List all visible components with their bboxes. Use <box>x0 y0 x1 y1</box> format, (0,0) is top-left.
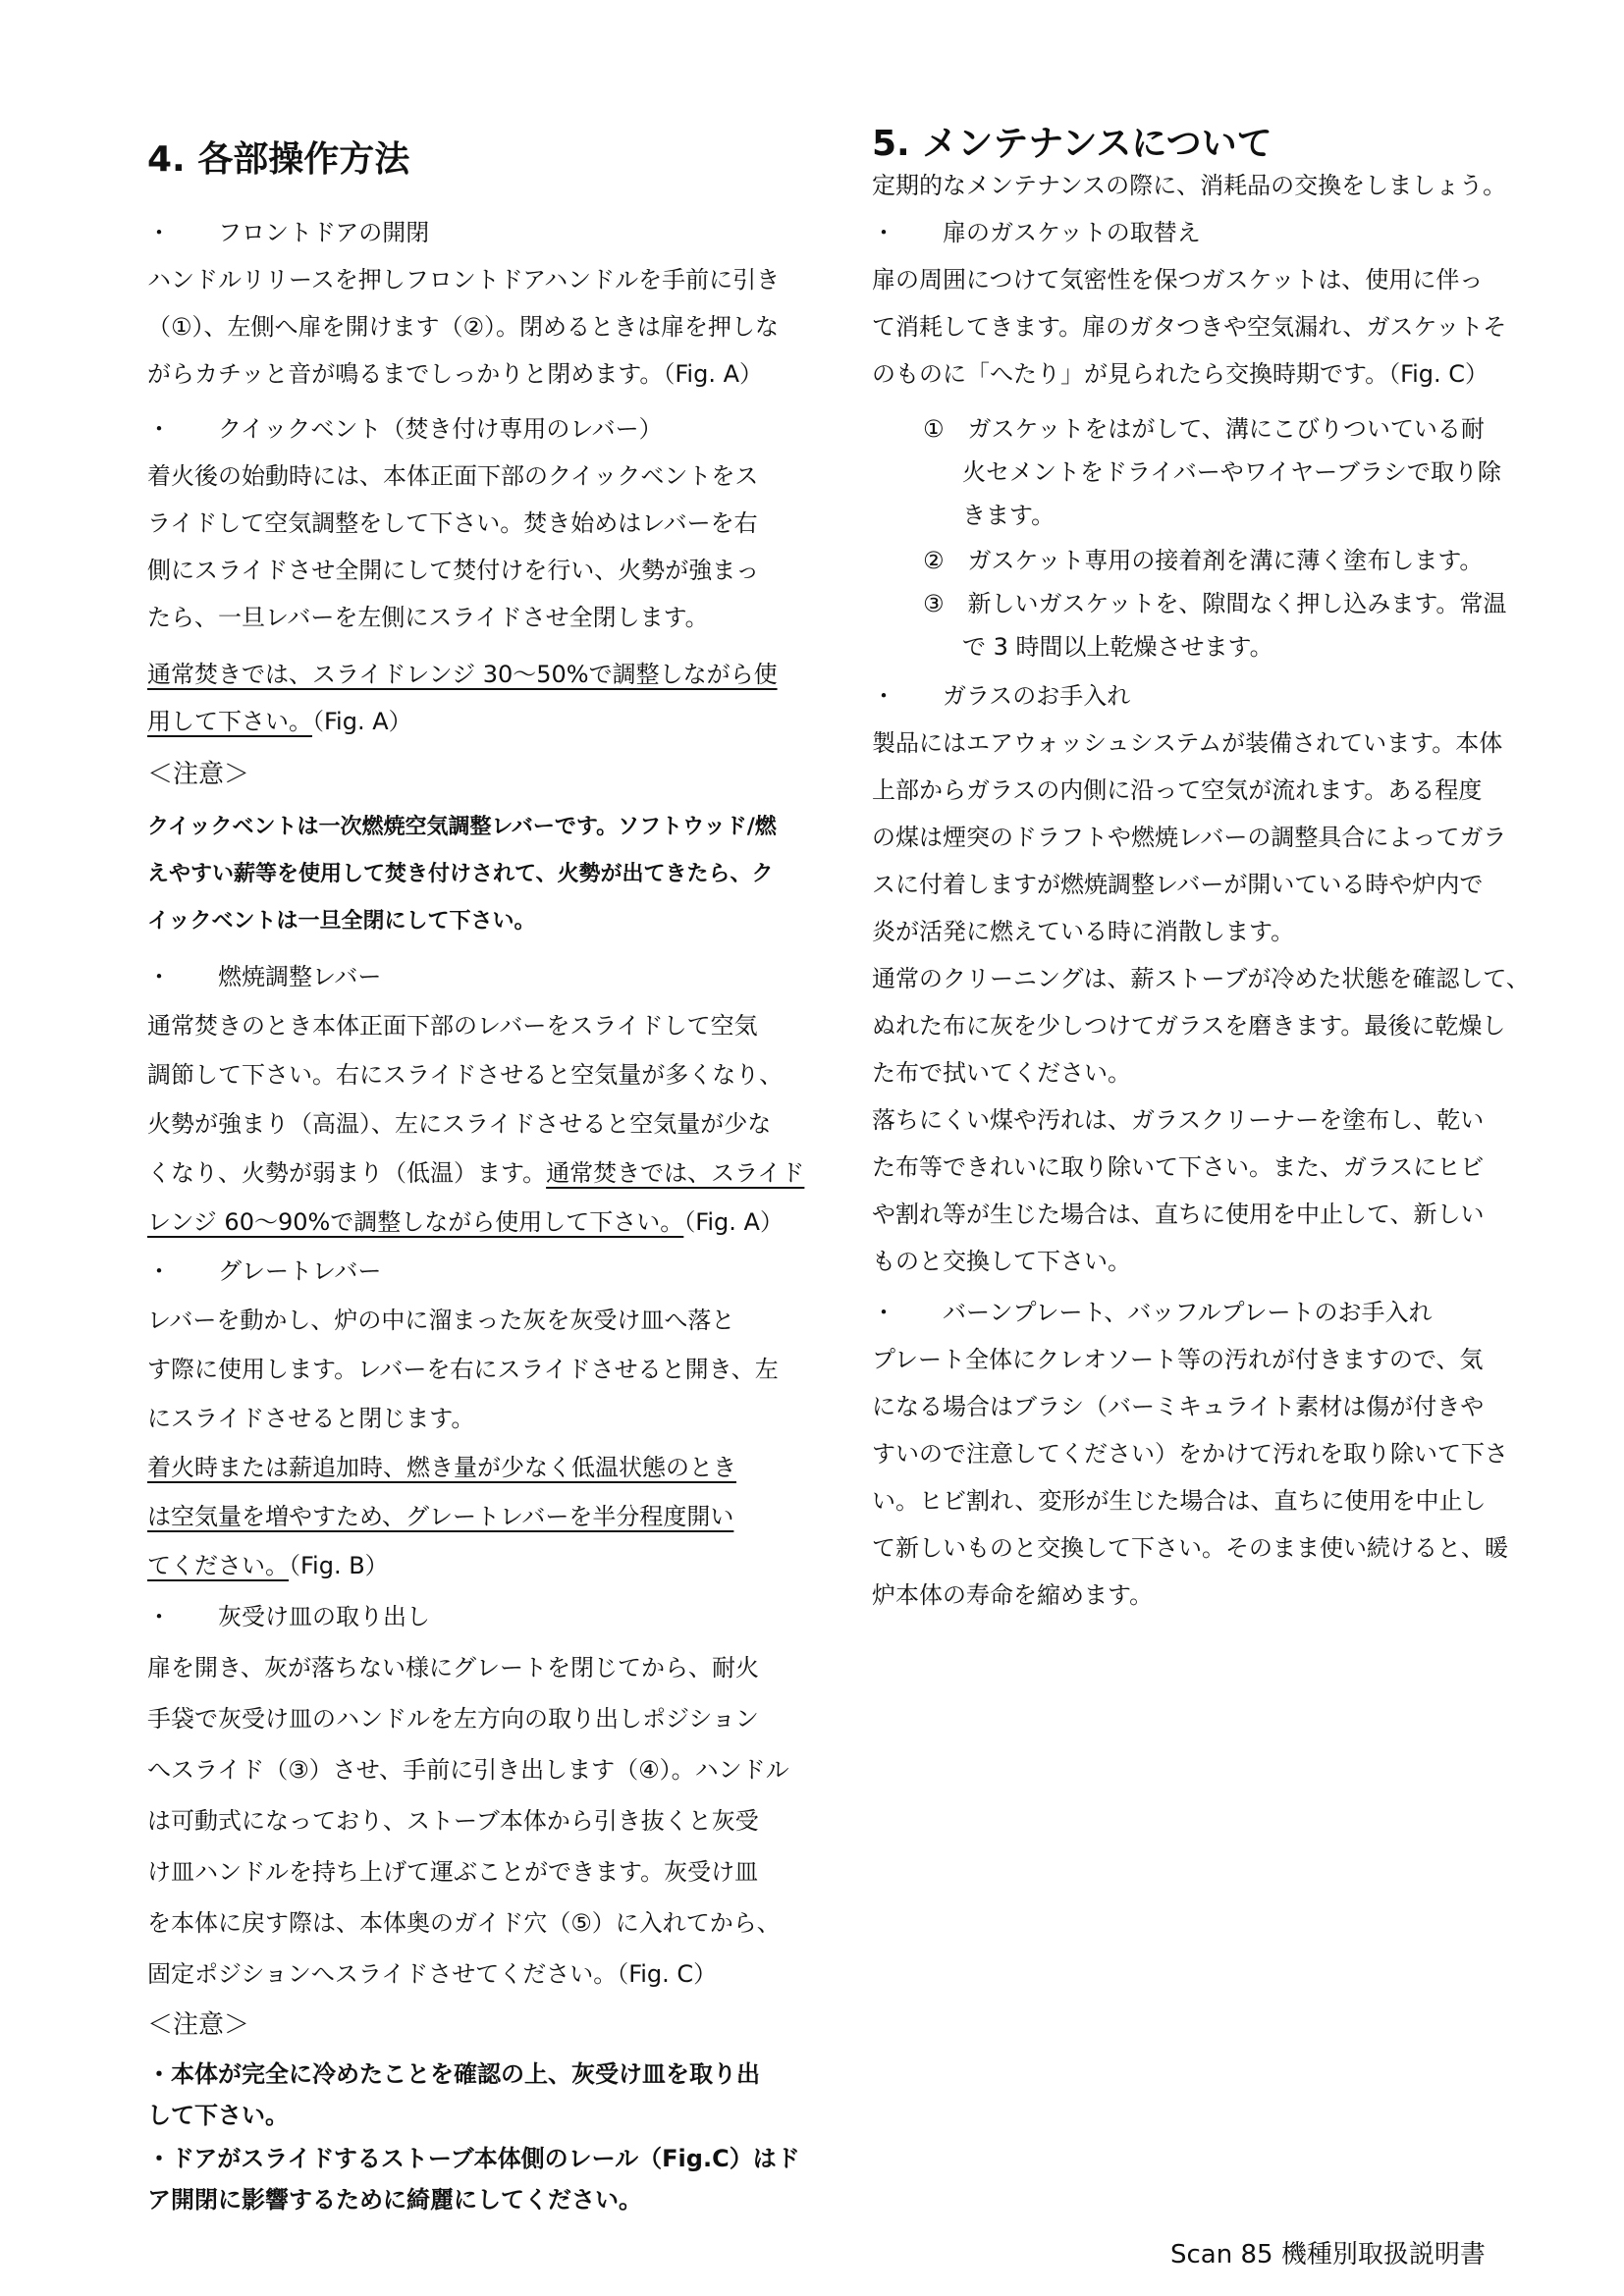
note-heading: ＜注意＞ <box>147 2010 250 2040</box>
paragraph-line: 固定ポジションへスライドさせてください。（Fig. C） <box>147 1960 718 1988</box>
bullet-front-door: ・ フロントドアの開閉 <box>147 219 430 246</box>
paragraph-line: にスライドさせると閉じます。 <box>147 1405 475 1432</box>
paragraph-line: た布等できれいに取り除いて下さい。また、ガラスにヒビ <box>872 1153 1485 1181</box>
bullet-combustion-lever: ・ 燃焼調整レバー <box>147 963 382 990</box>
paragraph-line: や割れ等が生じた場合は、直ちに使用を中止して、新しい <box>872 1201 1485 1228</box>
step-line: きます。 <box>962 502 1056 529</box>
paragraph-line: ものと交換して下さい。 <box>872 1248 1131 1275</box>
step-3: ③ 新しいガスケットを、隙間なく押し込みます。常温 <box>923 590 1507 617</box>
underlined-line: 着火時または薪追加時、燃き量が少なく低温状態のとき <box>147 1454 736 1481</box>
paragraph-line: たら、一旦レバーを左側にスライドさせ全閉します。 <box>147 604 709 631</box>
paragraph-line: 炉本体の寿命を縮めます。 <box>872 1581 1154 1609</box>
paragraph-line: 火勢が強まり（高温）、左にスライドさせると空気量が少な <box>147 1110 772 1138</box>
section-4-heading: 4. 各部操作方法 <box>147 139 410 180</box>
note-text: して下さい。 <box>147 2102 289 2129</box>
step-2: ② ガスケット専用の接着剤を溝に薄く塗布します。 <box>923 547 1484 574</box>
paragraph-line: プレート全体にクレオソート等の汚れが付きますので、気 <box>872 1346 1484 1373</box>
note-text: えやすい薪等を使用して焚き付けされて、火勢が出てきたら、ク <box>147 862 774 886</box>
paragraph-line: け皿ハンドルを持ち上げて運ぶことができます。灰受け皿 <box>147 1858 759 1886</box>
paragraph-line: すいので注意してください）をかけて汚れを取り除いて下さ <box>872 1440 1508 1468</box>
paragraph-line: 調節して下さい。右にスライドさせると空気量が多くなり、 <box>147 1061 784 1089</box>
paragraph-line: 扉の周囲につけて気密性を保つガスケットは、使用に伴っ <box>872 266 1484 294</box>
bullet-gasket: ・ 扉のガスケットの取替え <box>872 219 1201 246</box>
paragraph-line: 通常焚きのとき本体正面下部のレバーをスライドして空気 <box>147 1012 758 1040</box>
note-heading: ＜注意＞ <box>147 760 250 789</box>
step-line: 火セメントをドライバーやワイヤーブラシで取り除 <box>962 458 1501 486</box>
paragraph-line: て新しいものと交換して下さい。そのまま使い続けると、暖 <box>872 1534 1508 1562</box>
paragraph-line: 炎が活発に燃えている時に消散します。 <box>872 918 1295 945</box>
paragraph-line: レバーを動かし、炉の中に溜まった灰を灰受け皿へ落と <box>147 1307 735 1334</box>
paragraph-line: ぬれた布に灰を少しつけてガラスを磨きます。最後に乾燥し <box>872 1012 1506 1040</box>
underlined-text: 用して下さい。 <box>147 708 312 735</box>
underlined-text: 通常焚きでは、スライド <box>546 1159 805 1187</box>
paragraph-line: 着火後の始動時には、本体正面下部のクイックベントをス <box>147 462 759 490</box>
paragraph-line: 手袋で灰受け皿のハンドルを左方向の取り出しポジション <box>147 1705 759 1733</box>
paragraph-line: を本体に戻す際は、本体奥のガイド穴（⑤）に入れてから、 <box>147 1909 781 1937</box>
paragraph-line: ハンドルリリースを押しフロントドアハンドルを手前に引き <box>147 266 781 294</box>
underlined-text: レンジ 60～90%で調整しながら使用して下さい。 <box>147 1208 684 1236</box>
paragraph-line: スに付着しますが燃焼調整レバーが開いている時や炉内で <box>872 871 1484 898</box>
paragraph-line: へスライド（③）させ、手前に引き出します（④）。ハンドル <box>147 1756 789 1784</box>
note-text: ア開閉に影響するために綺麗にしてください。 <box>147 2186 642 2214</box>
figure-reference: （Fig. A） <box>312 708 412 735</box>
paragraph-line <box>147 1207 784 1237</box>
paragraph-line: 上部からガラスの内側に沿って空気が流れます。ある程度 <box>872 776 1483 804</box>
paragraph-line: て消耗してきます。扉のガタつきや空気漏れ、ガスケットそ <box>872 313 1507 341</box>
paragraph-line: 落ちにくい煤や汚れは、ガラスクリーナーを塗布し、乾い <box>872 1106 1485 1134</box>
underlined-line: 通常焚きでは、スライドレンジ 30～50%で調整しながら使 <box>147 661 778 688</box>
underlined-line: は空気量を増やすため、グレートレバーを半分程度開い <box>147 1503 734 1530</box>
note-text: ・ドアがスライドするストーブ本体側のレール（Fig.C）はド <box>147 2145 800 2172</box>
page-footer: Scan 85 機種別取扱説明書 <box>1170 2240 1486 2269</box>
paragraph-line: 側にスライドさせ全開にして焚付けを行い、火勢が強まっ <box>147 557 760 584</box>
paragraph-line: ライドして空気調整をして下さい。焚き始めはレバーを右 <box>147 509 758 537</box>
paragraph-line: い。ヒビ割れ、変形が生じた場合は、直ちに使用を中止し <box>872 1487 1487 1515</box>
paragraph-line: のものに「へたり」が見られたら交換時期です。（Fig. C） <box>872 360 1489 388</box>
section-5-heading: 5. メンテナンスについて <box>872 124 1272 164</box>
paragraph-line <box>147 1551 389 1580</box>
paragraph-line: は可動式になっており、ストーブ本体から引き抜くと灰受 <box>147 1807 759 1835</box>
bullet-ash-pan: ・ 灰受け皿の取り出し <box>147 1603 430 1630</box>
note-text: イックベントは一旦全閉にして下さい。 <box>147 909 536 934</box>
bullet-glass: ・ ガラスのお手入れ <box>872 682 1131 710</box>
note-text: クイックベントは一次燃焼空気調整レバーです。ソフトウッド/燃 <box>147 815 777 839</box>
note-text: ・本体が完全に冷めたことを確認の上、灰受け皿を取り出 <box>147 2060 760 2088</box>
paragraph-line: （①）、左側へ扉を開けます（②）。閉めるときは扉を押しな <box>147 313 780 341</box>
paragraph-line: がらカチッと音が鳴るまでしっかりと閉めます。（Fig. A） <box>147 360 763 388</box>
figure-reference: （Fig. B） <box>289 1552 389 1579</box>
step-1: ① ガスケットをはがして、溝にこびりついている耐 <box>923 415 1485 443</box>
paragraph-line: 定期的なメンテナンスの際に、消耗品の交換をしましょう。 <box>872 172 1507 199</box>
underlined-text: てください。 <box>147 1552 289 1579</box>
paragraph-line: 扉を開き、灰が落ちない様にグレートを閉じてから、耐火 <box>147 1654 760 1682</box>
step-line: で 3 時間以上乾燥させます。 <box>962 633 1273 661</box>
paragraph-line <box>147 707 412 736</box>
figure-reference: （Fig. A） <box>683 1208 784 1236</box>
bullet-burn-plate: ・ バーンプレート、バッフルプレートのお手入れ <box>872 1299 1433 1326</box>
paragraph-line: くなり、火勢が弱まり（低温）ます。通常焚きでは、スライド <box>147 1159 805 1187</box>
bullet-quick-vent: ・ クイックベント（焚き付け専用のレバー） <box>147 415 663 443</box>
paragraph-line: になる場合はブラシ（バーミキュライト素材は傷が付きや <box>872 1393 1485 1420</box>
paragraph-line: た布で拭いてください。 <box>872 1059 1131 1087</box>
bullet-grate-lever: ・ グレートレバー <box>147 1257 382 1285</box>
paragraph-line: 通常のクリーニングは、薪ストーブが冷めた状態を確認して、 <box>872 965 1530 992</box>
paragraph-line: す際に使用します。レバーを右にスライドさせると開き、左 <box>147 1356 779 1383</box>
paragraph-line: 製品にはエアウォッシュシステムが装備されています。本体 <box>872 729 1503 757</box>
paragraph-line: の煤は煙突のドラフトや燃焼レバーの調整具合によってガラ <box>872 824 1507 851</box>
